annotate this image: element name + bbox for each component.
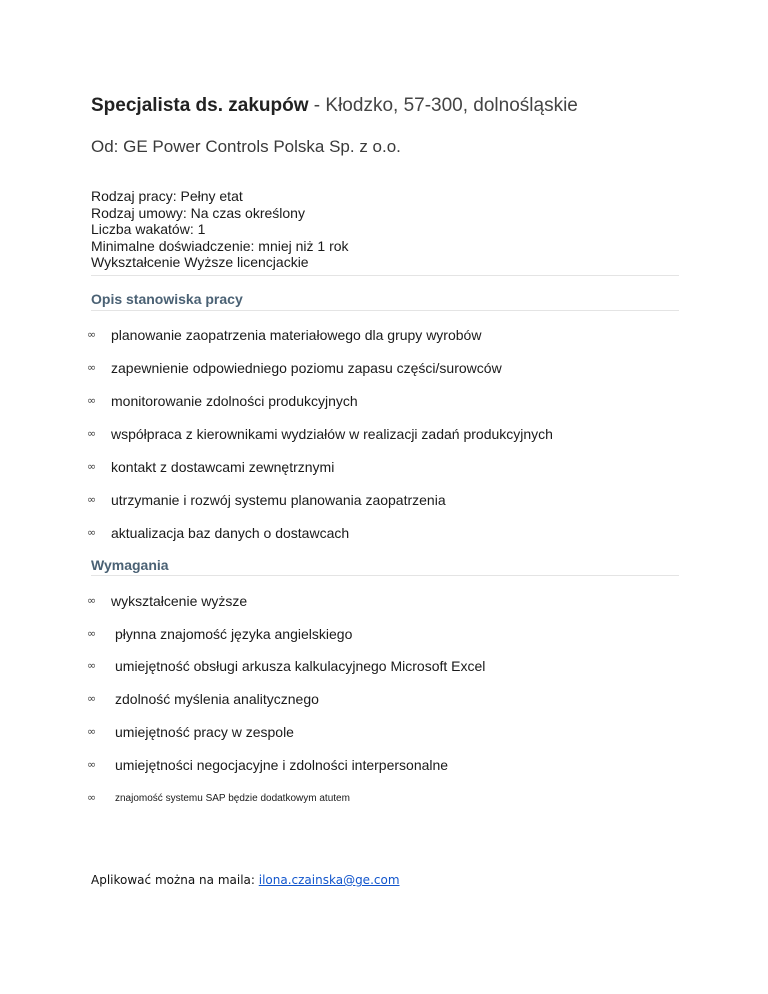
bullet-icon: ∞ <box>87 460 97 473</box>
list-item-text: umiejętność pracy w zespole <box>115 724 294 740</box>
list-item-text: współpraca z kierownikami wydziałów w realizacji zadań produkcyjnych <box>111 426 553 442</box>
bullet-icon: ∞ <box>87 659 97 672</box>
bullet-icon: ∞ <box>87 594 97 607</box>
list-item-text: płynna znajomość języka angielskiego <box>115 626 353 642</box>
detail-education: Wykształcenie Wyższe licencjackie <box>91 254 309 270</box>
bullet-icon: ∞ <box>87 627 97 640</box>
detail-contract-type: Rodzaj umowy: Na czas określony <box>91 204 305 221</box>
list-item-text: wykształcenie wyższe <box>111 593 248 609</box>
page-title <box>91 95 578 117</box>
bullet-icon: ∞ <box>87 526 97 539</box>
divider <box>91 575 679 576</box>
email-link[interactable]: ilona.czainska@ge.com <box>258 873 400 887</box>
bullet-icon: ∞ <box>87 692 97 705</box>
bullet-icon: ∞ <box>87 328 97 341</box>
job-location: - Kłodzko, 57-300, dolnośląskie <box>308 95 578 116</box>
list-item-text: aktualizacja baz danych o dostawcach <box>111 525 350 541</box>
bullet-icon: ∞ <box>87 725 97 738</box>
job-details <box>91 188 349 271</box>
company-name: Od: GE Power Controls Polska Sp. z o.o. <box>91 137 401 156</box>
bullet-icon: ∞ <box>87 493 97 506</box>
divider <box>91 310 679 311</box>
bullet-icon: ∞ <box>87 758 97 771</box>
bullet-icon: ∞ <box>87 361 97 374</box>
apply-note <box>91 873 400 887</box>
list-item-text: monitorowanie zdolności produkcyjnych <box>111 393 358 409</box>
list-item-text: zapewnienie odpowiedniego poziomu zapasu części/surowców <box>111 360 502 376</box>
bullet-icon: ∞ <box>87 394 97 407</box>
detail-vacancies: Liczba wakatów: 1 <box>91 221 206 237</box>
list-item-text: znajomość systemu SAP będzie dodatkowym atutem <box>115 793 350 804</box>
list-item-text: umiejętności negocjacyjne i zdolności interpersonalne <box>115 757 449 773</box>
list-item-text: kontakt z dostawcami zewnętrznymi <box>111 459 335 475</box>
apply-label: Aplikować można na maila: <box>91 873 259 887</box>
list-item-text: utrzymanie i rozwój systemu planowania zaopatrzenia <box>111 492 446 508</box>
list-item-text: umiejętność obsługi arkusza kalkulacyjnego Microsoft Excel <box>115 658 486 674</box>
description-heading: Opis stanowiska pracy <box>91 291 243 307</box>
job-title: Specjalista ds. zakupów <box>91 95 309 116</box>
bullet-icon: ∞ <box>87 791 97 804</box>
bullet-icon: ∞ <box>87 427 97 440</box>
list-item-text: planowanie zaopatrzenia materiałowego dla grupy wyrobów <box>111 327 482 343</box>
divider <box>91 275 679 276</box>
detail-work-type: Rodzaj pracy: Pełny etat <box>91 188 243 204</box>
requirements-heading: Wymagania <box>91 557 169 573</box>
detail-experience: Minimalne doświadczenie: mniej niż 1 rok <box>91 237 349 254</box>
list-item-text: zdolność myślenia analitycznego <box>115 691 319 707</box>
